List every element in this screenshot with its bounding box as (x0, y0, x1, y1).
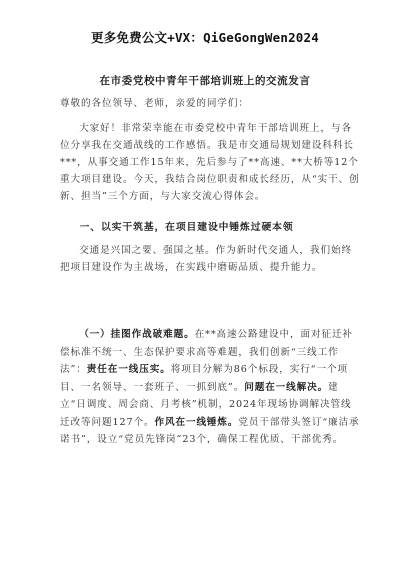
subsection-1-paragraph (60, 326, 360, 449)
subsection-1-text-d: 党员干部带头签订“廉洁承诺书”，设立“党员先锋岗”23个，确保工程优质、干部优秀。 (60, 416, 360, 445)
section-1-paragraph: 交通是兴国之要、强国之基。作为新时代交通人，我们始终把项目建设作为主战场，在实践中磨砺品质、提升能力。 (60, 245, 353, 273)
section-heading-1: 一、以实干筑基，在项目建设中锤炼过硬本领 (79, 222, 294, 233)
subsection-1-text-c: 建立“日调度、周会商、月考核”机制，2024年现场协调解决管线迁改等问题127个。 (60, 381, 352, 428)
greeting-line: 尊敬的各位领导、老师，亲爱的同学们： (60, 98, 249, 109)
subsection-1-bold-b: 问题在一线解决。 (244, 381, 329, 393)
subsection-1-bold-c: 作风在一线锤炼。 (154, 416, 239, 428)
subsection-1-text-a: 在**高速公路建设中，面对征迁补偿标准不统一、生态保护要求高等难题，我们创新“三线工作法”： (60, 329, 353, 375)
header-banner: 更多免费公文+VX：QiGeGongWen2024 (91, 30, 319, 45)
document-title: 在市委党校中青年干部培训班上的交流发言 (99, 75, 311, 87)
subsection-1-text-b: 将项目分解为86个标段，实行“一个项目、一名领导、一套班子、一抓到底”。 (60, 364, 348, 393)
subsection-1-bold-a: 责任在一线压实。 (86, 364, 171, 375)
subsection-1-lead: （一）挂图作战破难题。 (79, 329, 195, 340)
intro-paragraph: 大家好！非常荣幸能在市委党校中青年干部培训班上，与各位分享我在交通战线的工作感悟。我是市交通局规划建设科科长***，从事交通工作15年来，先后参与了**高速、**大桥等12个重大项目建设。今天，我结合岗位职责和成长经历，从“实干、创新、担当”三个方面，与大家交流心得体会。 (60, 123, 360, 202)
